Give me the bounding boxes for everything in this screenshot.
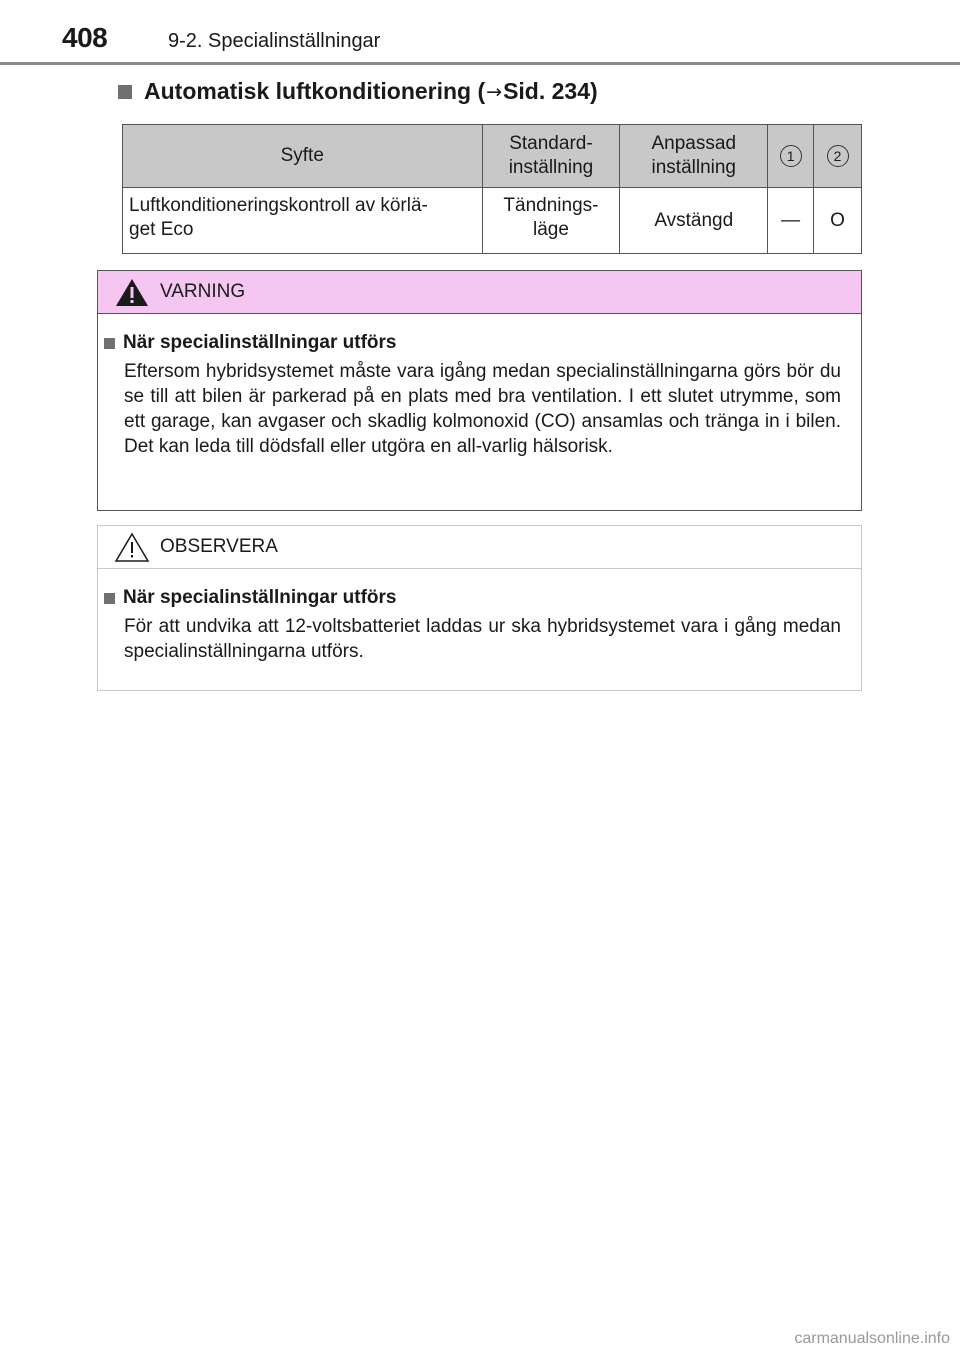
cell-purpose: Luftkonditioneringskontroll av körlä- get Eco — [123, 188, 483, 254]
warning-title: VARNING — [160, 281, 246, 302]
section-heading-ref: Sid. 234) — [503, 78, 598, 104]
section-heading — [118, 78, 598, 105]
arrow-right-icon: → — [486, 80, 503, 103]
circled-1-icon: 1 — [780, 145, 802, 167]
warning-body — [98, 314, 861, 459]
notice-title: OBSERVERA — [160, 536, 278, 557]
warning-box — [97, 270, 862, 511]
circled-2-icon: 2 — [827, 145, 849, 167]
warning-subheading: När specialinställningar utförs — [104, 332, 841, 354]
warning-triangle-icon — [114, 276, 150, 308]
caution-triangle-icon — [114, 531, 150, 563]
cell-col-2: O — [814, 188, 862, 254]
notice-text: För att undvika att 12-voltsbatteriet laddas ur ska hybridsystemet vara i gång medan specialinställningarna utförs. — [124, 616, 841, 662]
header-purpose: Syfte — [123, 125, 483, 188]
cell-custom: Avstängd — [620, 188, 768, 254]
header-custom: Anpassad inställning — [620, 125, 768, 188]
settings-table — [122, 124, 862, 254]
square-bullet-icon — [104, 593, 115, 604]
notice-body — [98, 569, 861, 664]
square-bullet-icon — [118, 85, 132, 99]
chapter-title: 9-2. Specialinställningar — [168, 30, 381, 52]
square-bullet-icon — [104, 338, 115, 349]
header-default: Standard- inställning — [482, 125, 620, 188]
notice-subheading: När specialinställningar utförs — [104, 587, 841, 609]
header-rule — [0, 62, 960, 65]
header-col-2 — [814, 125, 862, 188]
warning-text: Eftersom hybridsystemet måste vara igång medan specialinställningarna görs bör du se till att bilen är parkerad på en plats med bra ventilation. I ett slutet utrymme, som ett garage, kan avgaser och skadlig kolmonoxid (CO) ansamlas och tränga in i bilen. Det kan leda till dödsfall eller utgöra en all-varlig hälsorisk. — [124, 361, 841, 457]
table-header-row — [123, 125, 862, 188]
footer-watermark: carmanualsonline.info — [794, 1330, 950, 1347]
page-number: 408 — [62, 22, 108, 53]
notice-header — [98, 526, 861, 569]
header-col-1 — [768, 125, 814, 188]
section-heading-text: Automatisk luftkonditionering ( — [144, 78, 486, 104]
cell-col-1: — — [768, 188, 814, 254]
warning-header — [98, 271, 861, 314]
table-row — [123, 188, 862, 254]
cell-default: Tändnings- läge — [482, 188, 620, 254]
notice-box — [97, 525, 862, 691]
